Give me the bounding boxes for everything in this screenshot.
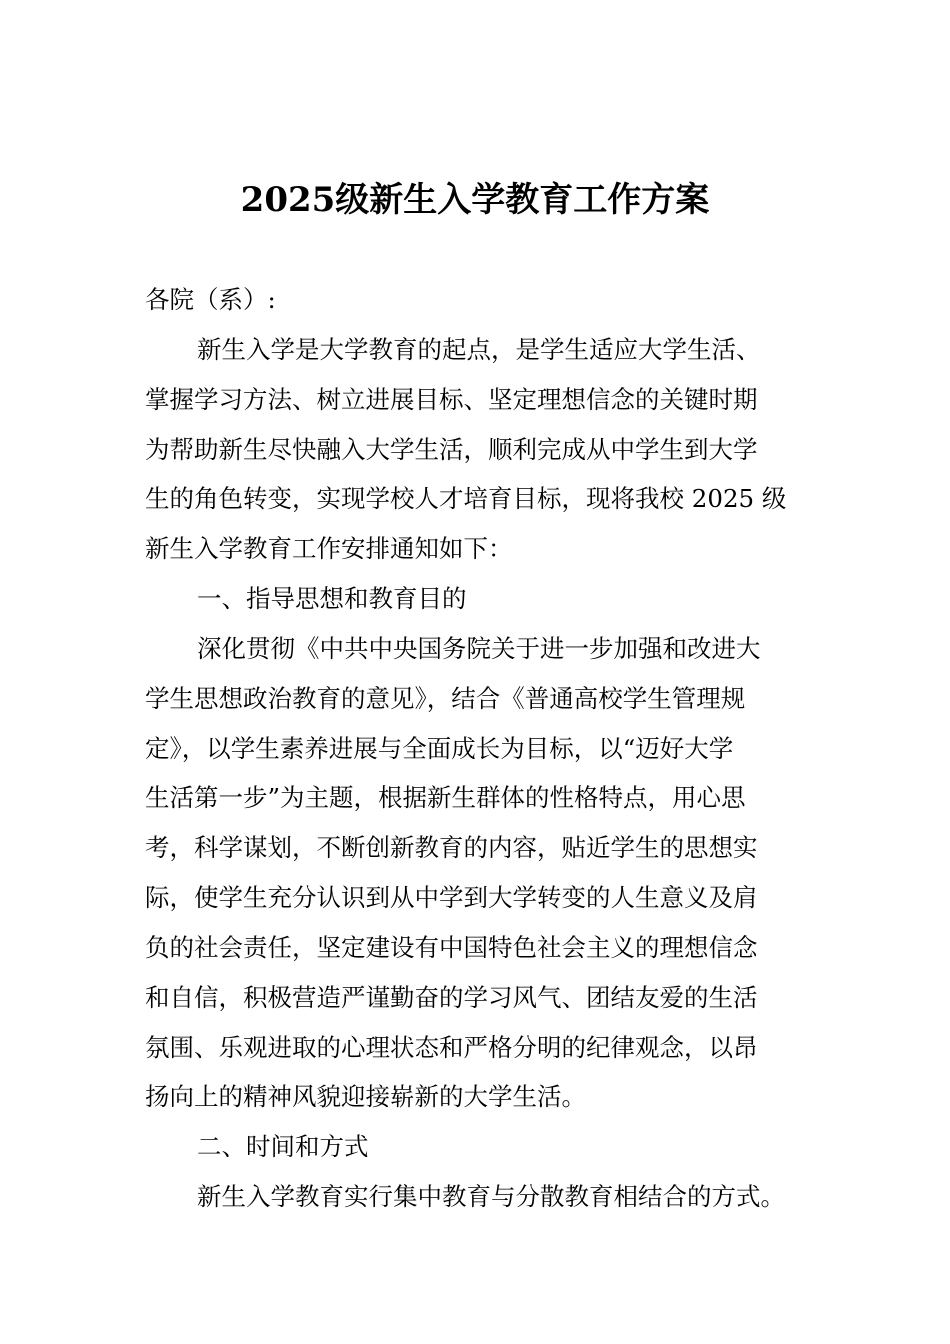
paragraph-line: 新生入学是大学教育的起点，是学生适应大学生活、	[197, 335, 761, 364]
paragraph-line: 深化贯彻《中共中央国务院关于进一步加强和改进大	[197, 634, 761, 663]
paragraph-line: 负的社会责任，坚定建设有中国特色社会主义的理想信念	[145, 933, 758, 962]
paragraph-line: 新生入学教育实行集中教育与分散教育相结合的方式。	[197, 1182, 785, 1211]
section-heading: 一、指导思想和教育目的	[197, 584, 467, 613]
paragraph-line: 生的角色转变，实现学校人才培育目标，现将我校 2025 级	[145, 484, 787, 513]
section-heading: 二、时间和方式	[197, 1132, 369, 1161]
paragraph-line: 际，使学生充分认识到从中学到大学转变的人生意义及肩	[145, 883, 758, 912]
paragraph-line: 新生入学教育工作安排通知如下：	[145, 534, 513, 563]
paragraph-line: 和自信，积极营造严谨勤奋的学习风气、团结友爱的生活	[145, 983, 758, 1012]
paragraph-line: 生活第一步”为主题，根据新生群体的性格特点，用心思	[145, 783, 746, 812]
paragraph-line: 定》，以学生素养进展与全面成长为目标，以“迈好大学	[145, 734, 734, 763]
paragraph-line: 学生思想政治教育的意见》，结合《普通高校学生管理规	[145, 684, 746, 713]
paragraph-line: 掌握学习方法、树立进展目标、坚定理想信念的关键时期	[145, 385, 758, 414]
document-title: 2025级新生入学教育工作方案	[240, 180, 710, 220]
paragraph-line: 考，科学谋划，不断创新教育的内容，贴近学生的思想实	[145, 833, 758, 862]
salutation: 各院（系）:	[145, 285, 276, 314]
paragraph-line: 为帮助新生尽快融入大学生活，顺利完成从中学生到大学	[145, 435, 758, 464]
paragraph-line: 扬向上的精神风貌迎接崭新的大学生活。	[145, 1082, 586, 1111]
paragraph-line: 氛围、乐观进取的心理状态和严格分明的纪律观念，以昂	[145, 1033, 758, 1062]
